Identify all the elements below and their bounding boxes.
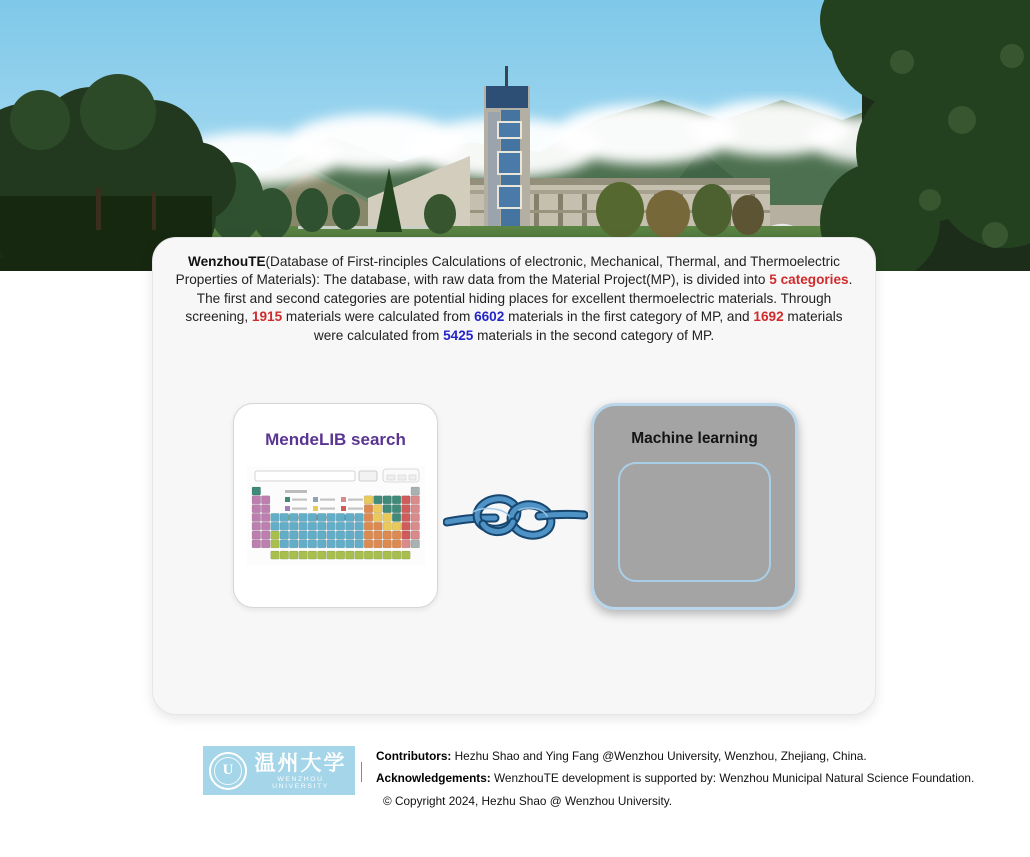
intro-text: (Database of First-rinciples Calculations of electronic, Mechanical, Thermal, and Thermoelectric Properties of Materials): The database, with raw data from the Material Project(MP), is divided into <box>175 254 840 288</box>
intro-categories-count: 5 categories <box>769 272 849 288</box>
acknowledgements-line: Acknowledgements: WenzhouTE development is supported by: Wenzhou Municipal Natural Science Foundation. <box>376 770 975 785</box>
intro-count-5425: 5425 <box>443 327 474 343</box>
machine-learning-placeholder <box>618 462 771 582</box>
contributors-line: Contributors: Hezhu Shao and Ying Fang @Wenzhou University, Wenzhou, Zhejiang, China. <box>376 749 867 763</box>
footer <box>203 746 974 815</box>
main-panel <box>152 237 876 715</box>
university-name-cn: 温州大学 <box>254 751 347 775</box>
university-seal-icon: U <box>209 752 247 790</box>
periodic-table-thumbnail <box>247 466 425 565</box>
periodic-table-image <box>247 466 425 565</box>
mendelib-search-title: MendeLIB search <box>265 430 406 449</box>
machine-learning-card[interactable] <box>591 403 798 610</box>
university-logo <box>203 746 355 795</box>
intro-text: materials in the second category of MP. <box>473 327 715 343</box>
knot-connector-icon <box>443 476 588 556</box>
intro-app-name: WenzhouTE <box>188 254 266 269</box>
intro-count-1692: 1692 <box>753 309 784 325</box>
intro-paragraph <box>153 238 875 345</box>
intro-count-1915: 1915 <box>251 309 283 325</box>
intro-text: materials were calculated from <box>282 309 475 325</box>
intro-text: . The first and second categories are potential hiding places for excellent thermoelectric materials. Through screening, <box>185 272 853 325</box>
machine-learning-title: Machine learning <box>631 430 758 447</box>
intro-text: materials in the first category of MP, and <box>504 309 754 325</box>
intro-text: materials were calculated from <box>313 309 843 343</box>
footer-separator <box>361 762 362 782</box>
mendelib-search-card[interactable] <box>233 403 438 608</box>
university-name-en: WENZHOU UNIVERSITY <box>272 776 329 790</box>
copyright-line: © Copyright 2024, Hezhu Shao @ Wenzhou University. <box>383 793 673 808</box>
footer-text <box>376 746 974 815</box>
intro-count-6602: 6602 <box>474 309 505 325</box>
campus-photo-illustration <box>0 0 1030 271</box>
campus-photo <box>0 0 1030 271</box>
